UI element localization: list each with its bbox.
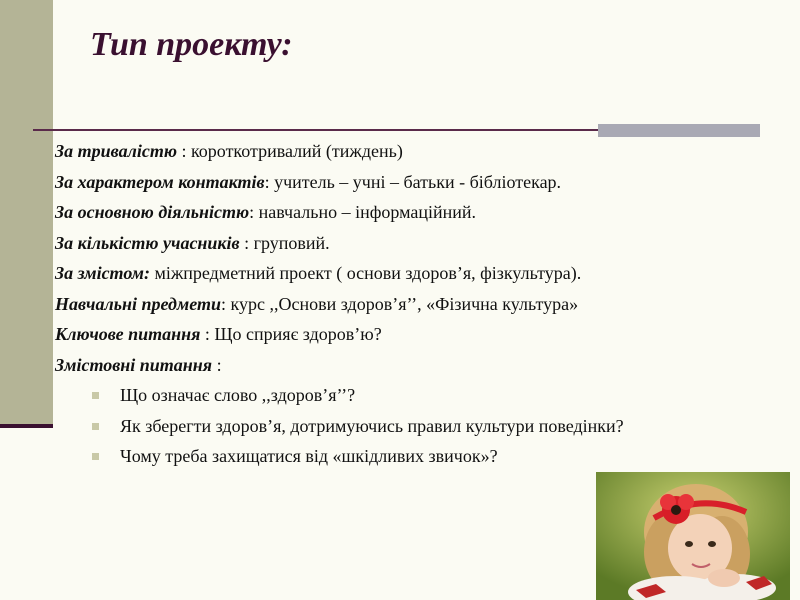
girl-photo-illustration (596, 472, 790, 600)
square-bullet-icon (92, 453, 99, 460)
question-list (55, 380, 785, 472)
list-item (55, 411, 785, 442)
square-bullet-icon (92, 423, 99, 430)
line-content-questions (55, 350, 785, 381)
line-text: : курс ,,Основи здоров’я’’, «Фізична культура» (221, 293, 579, 314)
question-text: Що означає слово ,,здоров’я’’? (120, 385, 356, 405)
line-text: : Що сприяє здоров’ю? (200, 324, 382, 344)
question-text: Як зберегти здоров’я, дотримуючись правил культури поведінки? (120, 415, 624, 436)
line-subjects (55, 289, 785, 320)
list-item (55, 441, 785, 472)
slide-title: Тип проекту: (90, 26, 293, 63)
line-label: Навчальні предмети (55, 293, 222, 314)
line-text: : груповий. (239, 232, 330, 253)
line-text: міжпредметний проект ( основи здоров’я, фізкультура). (149, 263, 582, 283)
left-decor-bar (0, 0, 53, 428)
line-content (55, 258, 785, 289)
line-text: : навчально – інформаційний. (249, 202, 477, 222)
line-text: : короткотривалий (тиждень) (176, 141, 403, 161)
line-text: : (212, 354, 222, 375)
left-decor-bar-edge (0, 424, 53, 428)
line-label: За змістом: (55, 263, 150, 283)
line-text: : учитель – учні – батьки - бібліотекар. (264, 171, 562, 192)
girl-photo (596, 472, 790, 600)
slide-body (55, 136, 785, 472)
line-label: Ключове питання (55, 324, 201, 344)
line-label: За кількістю учасників (55, 232, 240, 253)
line-label: За тривалістю (55, 141, 177, 161)
line-duration (55, 136, 785, 167)
question-text: Чому треба захищатися від «шкідливих звичок»? (120, 446, 498, 466)
line-participants (55, 228, 785, 259)
square-bullet-icon (92, 392, 99, 399)
line-activity (55, 197, 785, 228)
line-label: За основною діяльністю (55, 202, 250, 222)
list-item (55, 380, 785, 411)
line-contacts (55, 167, 785, 198)
line-label: Змістовні питання (55, 354, 213, 375)
line-label: За характером контактів (55, 171, 265, 192)
line-key-question (55, 319, 785, 350)
